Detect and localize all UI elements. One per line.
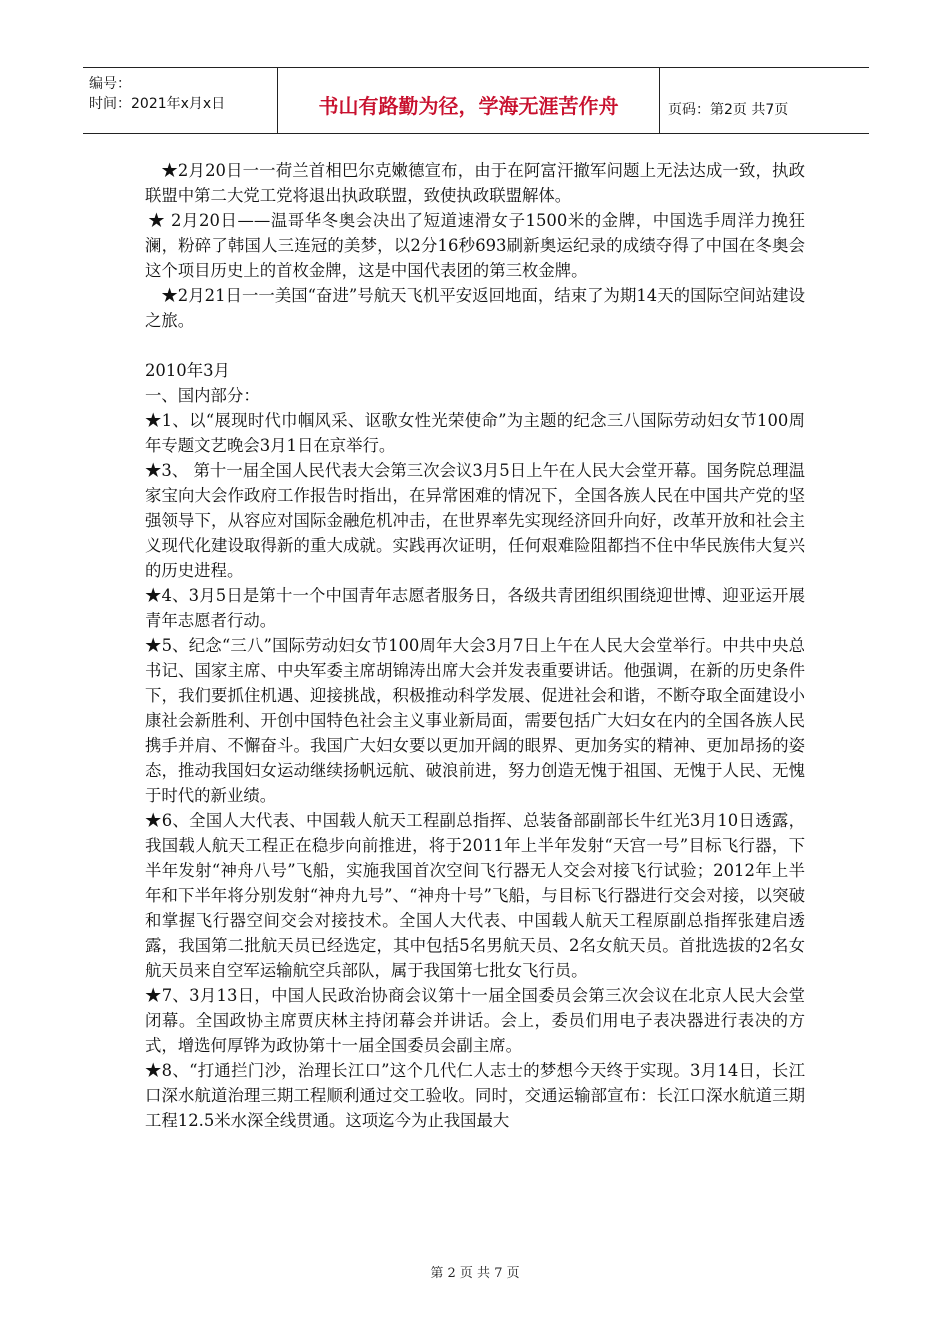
page-footer: 第 2 页 共 7 页: [430, 1266, 520, 1281]
paragraph: ★3、 第十一届全国人民代表大会第三次会议3月5日上午在人民大会堂开幕。国务院总理温家宝向大会作政府工作报告时指出，在异常困难的情况下，全国各族人民在中国共产党的坚强领导下，从容应对国际金融危机冲击，在世界率先实现经济回升向好，改革开放和社会主义现代化建设取得新的重大成就。实践再次证明，任何艰难险阻都挡不住中华民族伟大复兴的历史进程。: [145, 461, 805, 580]
blank-line: [145, 333, 805, 358]
header-motto: 书山有路勤为径，学海无涯苦作舟: [278, 68, 660, 133]
header-meta: [83, 68, 278, 133]
paragraph: ★5、纪念“三八”国际劳动妇女节100周年大会3月7日上午在人民大会堂举行。中共中央总书记、国家主席、中央军委主席胡锦涛出席大会并发表重要讲话。他强调，在新的历史条件下，我们要抓住机遇、迎接挑战，积极推动科学发展、促进社会和谐，不断夺取全面建设小康社会新胜利、开创中国特色社会主义事业新局面，需要包括广大妇女在内的全国各族人民携手并肩、不懈奋斗。我国广大妇女要以更加开阔的眼界、更加务实的精神、更加昂扬的姿态，推动我国妇女运动继续扬帆远航、破浪前进，努力创造无愧于祖国、无愧于人民、无愧于时代的新业绩。: [145, 636, 805, 805]
serial-label: 编号：: [89, 76, 131, 92]
section-heading: 一、国内部分：: [145, 386, 260, 405]
document-body: [145, 158, 805, 1133]
paragraph: ★ 2月20日——温哥华冬奥会决出了短道速滑女子1500米的金牌，中国选手周洋力挽狂澜，粉碎了韩国人三连冠的美梦，以2分16秒693刷新奥运纪录的成绩夺得了中国在冬奥会这个项目历史上的首枚金牌，这是中国代表团的第三枚金牌。: [145, 211, 805, 280]
paragraph: ★6、全国人大代表、中国载人航天工程副总指挥、总装备部副部长牛红光3月10日透露，我国载人航天工程正在稳步向前推进，将于2011年上半年发射“天宫一号”目标飞行器，下半年发射“神舟八号”飞船，实施我国首次空间飞行器无人交会对接飞行试验；2012年上半年和下半年将分别发射“神舟九号”、“神舟十号”飞船，与目标飞行器进行交会对接，以突破和掌握飞行器空间交会对接技术。全国人大代表、中国载人航天工程原副总指挥张建启透露，我国第二批航天员已经选定，其中包括5名男航天员、2名女航天员。首批选拔的2名女航天员来自空军运输航空兵部队，属于我国第七批女飞行员。: [145, 811, 805, 980]
paragraph: ★2月20日一一荷兰首相巴尔克嫩德宣布，由于在阿富汗撤军问题上无法达成一致，执政联盟中第二大党工党将退出执政联盟，致使执政联盟解体。: [145, 161, 805, 205]
paragraph: ★8、“打通拦门沙，治理长江口”这个几代仁人志士的梦想今天终于实现。3月14日，长江口深水航道治理三期工程顺利通过交工验收。同时，交通运输部宣布：长江口深水航道三期工程12.5米水深全线贯通。这项迄今为止我国最大: [145, 1061, 805, 1130]
paragraph: ★7、3月13日，中国人民政治协商会议第十一届全国委员会第三次会议在北京人民大会堂闭幕。全国政协主席贾庆林主持闭幕会并讲话。会上，委员们用电子表决器进行表决的方式，增选何厚铧为政协第十一届全国委员会副主席。: [145, 986, 805, 1055]
paragraph: ★4、3月5日是第十一个中国青年志愿者服务日，各级共青团组织围绕迎世博、迎亚运开展青年志愿者行动。: [145, 586, 805, 630]
document-header: [83, 67, 869, 134]
paragraph: ★1、以“展现时代巾帼风采、讴歌女性光荣使命”为主题的纪念三八国际劳动妇女节100周年专题文艺晚会3月1日在京举行。: [145, 411, 805, 455]
header-page-info: 页码：第2页 共7页: [668, 101, 789, 118]
section-date: 2010年3月: [145, 361, 230, 380]
paragraph: ★2月21日一一美国“奋进”号航天飞机平安返回地面，结束了为期14天的国际空间站建设之旅。: [145, 286, 805, 330]
time-label: 时间：2021年x月x日: [89, 96, 226, 112]
